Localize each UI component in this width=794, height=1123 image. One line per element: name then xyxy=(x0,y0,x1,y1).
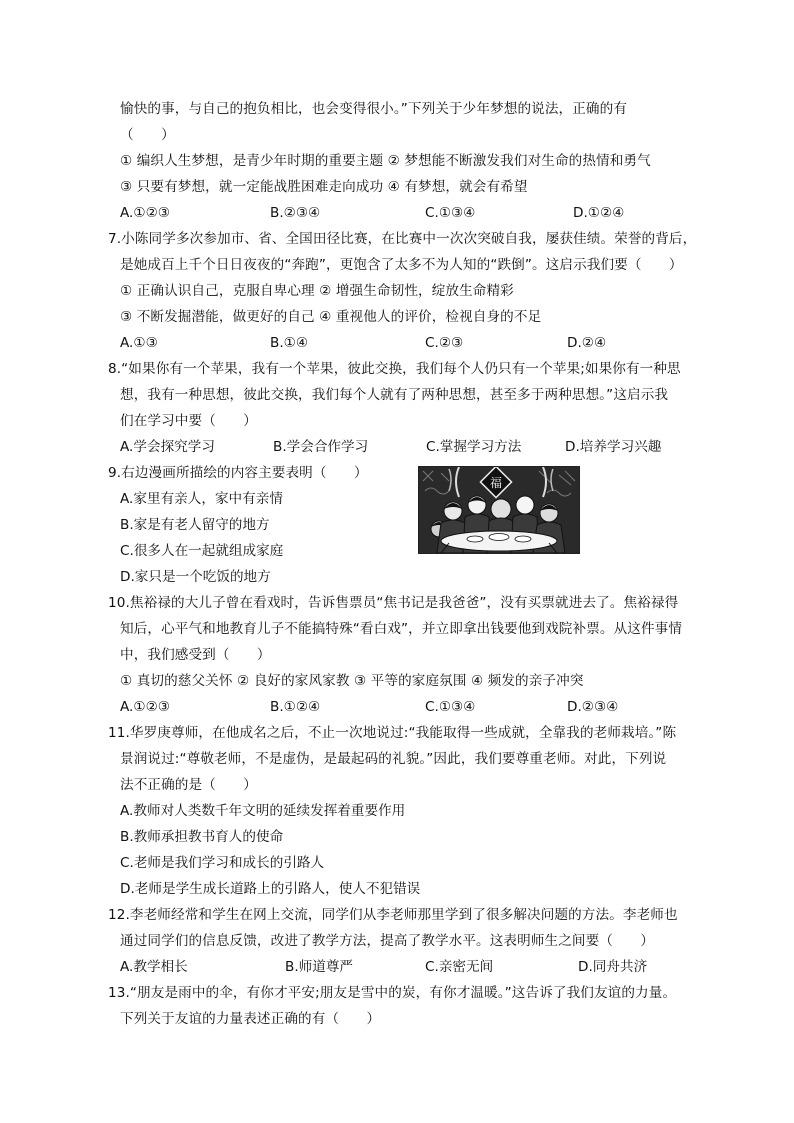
q8-option-b: B.学会合作学习 xyxy=(273,439,369,455)
q12-option-b: B.师道尊严 xyxy=(285,959,354,975)
q10-option-a: A.①②③ xyxy=(120,699,170,715)
q7-option-c: C.②③ xyxy=(425,335,464,351)
q9-stem-line-1: 9.右边漫画所描绘的内容主要表明（ ） xyxy=(108,465,368,481)
q8-stem-line-1: 8.“如果你有一个苹果，我有一个苹果，彼此交换，我们每个人仍只有一个苹果;如果你有一种思 xyxy=(108,361,681,377)
q8-stem-line-2: 想，我有一种思想，彼此交换，我们每个人就有了两种思想，甚至多于两种思想。”这启示我 xyxy=(120,387,669,403)
q9-option-c: C.很多人在一起就组成家庭 xyxy=(120,543,284,559)
q6-statement-line-2: ③ 只要有梦想，就一定能战胜困难走向成功 ④ 有梦想，就会有希望 xyxy=(120,179,528,195)
q7-stem-line-1: 7.小陈同学多次参加市、省、全国田径比赛，在比赛中一次次突破自我，屡获佳绩。荣誉的背后， xyxy=(108,231,697,247)
q11-option-d: D.老师是学生成长道路上的引路人，使人不犯错误 xyxy=(120,881,421,897)
q11-option-c: C.老师是我们学习和成长的引路人 xyxy=(120,855,325,871)
q7-statement-line-2: ③ 不断发掘潜能，做更好的自己 ④ 重视他人的评价，检视自身的不足 xyxy=(120,309,542,325)
svg-text:福: 福 xyxy=(489,476,503,490)
q7-statement-line-1: ① 正确认识自己，克服自卑心理 ② 增强生命韧性，绽放生命精彩 xyxy=(120,283,514,299)
q8-option-c: C.掌握学习方法 xyxy=(426,439,522,455)
q10-option-b: B.①②④ xyxy=(270,699,321,715)
q7-option-d: D.②④ xyxy=(567,335,607,351)
q7-stem-line-2: 是她成百上千个日日夜夜的“奔跑”，更饱含了太多不为人知的“跌倒”。这启示我们要（ ） xyxy=(120,257,683,273)
q12-stem-line-1: 12.李老师经常和学生在网上交流，同学们从李老师那里学到了很多解决问题的方法。李老师也 xyxy=(108,907,678,923)
q12-option-a: A.教学相长 xyxy=(120,959,188,975)
q6-option-c: C.①③④ xyxy=(425,205,476,221)
q9-option-b: B.家是有老人留守的地方 xyxy=(120,517,270,533)
q12-stem-line-2: 通过同学们的信息反馈，改进了教学方法，提高了教学水平。这表明师生之间要（ ） xyxy=(120,933,655,949)
q10-stem-line-3: 中，我们感受到（ ） xyxy=(120,647,271,663)
q6-answer-paren: （ ） xyxy=(120,127,175,143)
q12-option-d: D.同舟共济 xyxy=(578,959,648,975)
cartoon-illustration xyxy=(419,467,579,553)
q11-stem-line-3: 法不正确的是（ ） xyxy=(120,777,257,793)
q6-stem-line-1: 愉快的事，与自己的抱负相比，也会变得很小。”下列关于少年梦想的说法，正确的有 xyxy=(120,101,628,117)
q11-option-a: A.教师对人类数千年文明的延续发挥着重要作用 xyxy=(120,803,406,819)
q6-option-b: B.②③④ xyxy=(270,205,321,221)
q8-option-d: D.培养学习兴趣 xyxy=(565,439,662,455)
q11-stem-line-2: 景润说过:“尊敬老师，不是虚伪，是最起码的礼貌。”因此，我们要尊重老师。对此，下列说 xyxy=(120,751,667,767)
q11-stem-line-1: 11.华罗庚尊师，在他成名之后，不止一次地说过:“我能取得一些成就，全靠我的老师栽培。”陈 xyxy=(108,725,677,741)
q10-option-d: D.②③④ xyxy=(567,699,619,715)
q10-option-c: C.①③④ xyxy=(425,699,476,715)
q8-option-a: A.学会探究学习 xyxy=(120,439,215,455)
q7-option-b: B.①④ xyxy=(270,335,309,351)
q12-option-c: C.亲密无间 xyxy=(425,959,494,975)
q10-statement-line-1: ① 真切的慈父关怀 ② 良好的家风家教 ③ 平等的家庭氛围 ④ 频发的亲子冲突 xyxy=(120,673,584,689)
family-dinner-cartoon xyxy=(418,466,580,554)
q10-stem-line-2: 知后，心平气和地教育儿子不能搞特殊“看白戏”，并立即拿出钱要他到戏院补票。从这件事情 xyxy=(120,621,683,637)
q9-option-d: D.家只是一个吃饭的地方 xyxy=(120,569,271,585)
q8-stem-line-3: 们在学习中要（ ） xyxy=(120,413,257,429)
q6-option-a: A.①②③ xyxy=(120,205,170,221)
q11-option-b: B.教师承担教书育人的使命 xyxy=(120,829,284,845)
q13-stem-line-2: 下列关于友谊的力量表述正确的有（ ） xyxy=(120,1011,381,1027)
q10-stem-line-1: 10.焦裕禄的大儿子曾在看戏时，告诉售票员“焦书记是我爸爸”，没有买票就进去了。焦裕禄得 xyxy=(108,595,679,611)
q7-option-a: A.①③ xyxy=(120,335,158,351)
q6-option-d: D.①②④ xyxy=(573,205,625,221)
q6-statement-line-1: ① 编织人生梦想，是青少年时期的重要主题 ② 梦想能不断激发我们对生命的热情和勇气 xyxy=(120,153,651,169)
q13-stem-line-1: 13.“朋友是雨中的伞，有你才平安;朋友是雪中的炭，有你才温暖。”这告诉了我们友谊的力量。 xyxy=(108,985,677,1001)
q9-option-a: A.家里有亲人，家中有亲情 xyxy=(120,491,283,507)
